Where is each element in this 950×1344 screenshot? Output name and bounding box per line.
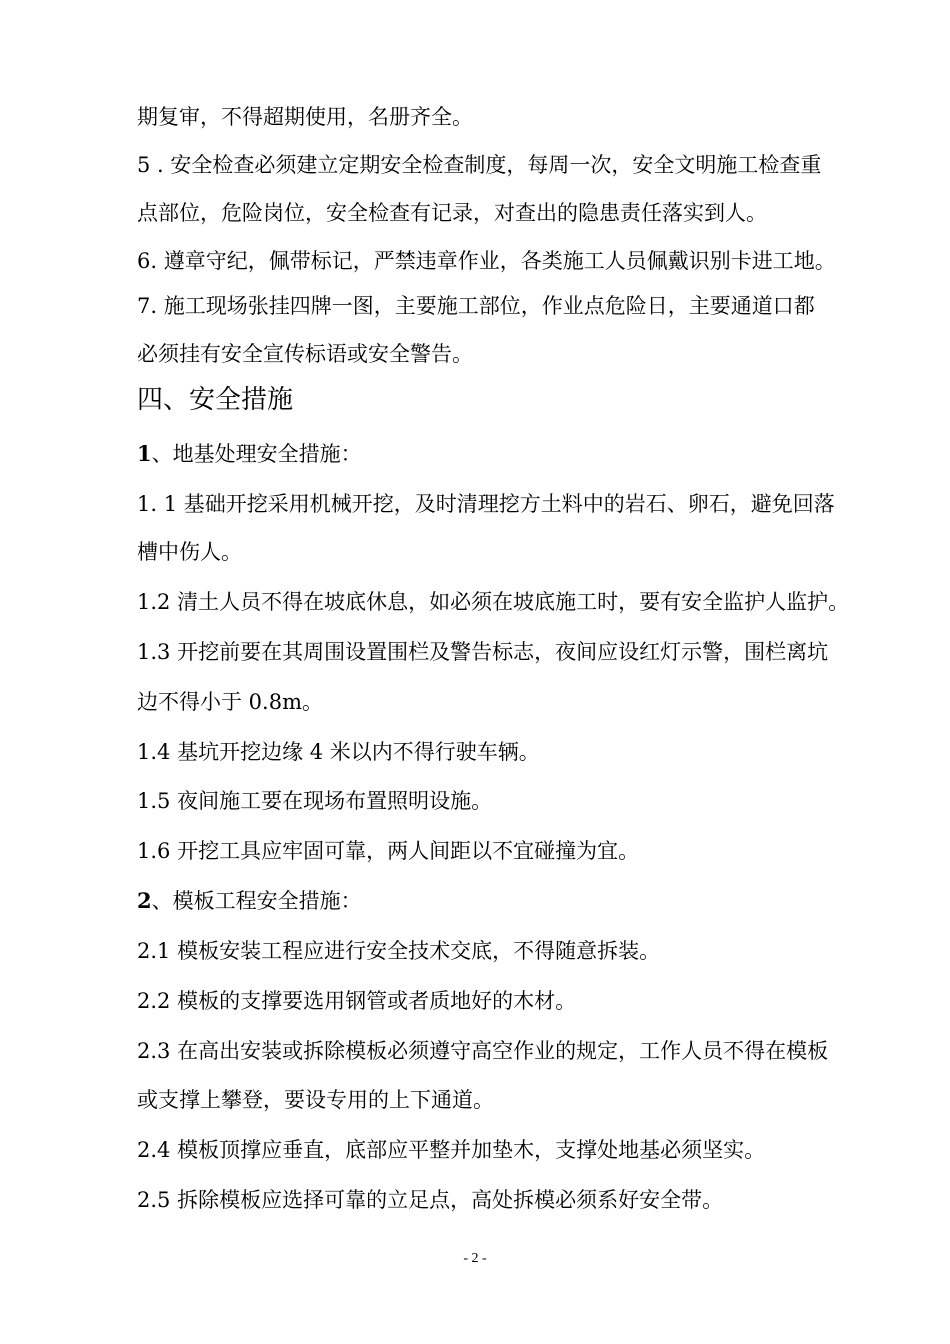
subsection-number: 1	[137, 441, 152, 466]
subsection-number: 2	[137, 888, 152, 913]
paragraph-line: 2.2 模板的支撑要选用钢管或者质地好的木材。	[137, 989, 577, 1013]
page-number: - 2 -	[463, 1251, 487, 1266]
paragraph-line: 2.1 模板安装工程应进行安全技术交底，不得随意拆装。	[137, 939, 661, 963]
paragraph-line: 槽中伤人。	[137, 540, 242, 564]
section-heading: 四、安全措施	[137, 385, 294, 415]
subsection-title: 、地基处理安全措施：	[151, 442, 362, 466]
paragraph-line: 6. 遵章守纪，佩带标记，严禁违章作业，各类施工人员佩戴识别卡进工地。	[137, 249, 836, 273]
paragraph-line: 必须挂有安全宣传标语或安全警告。	[137, 342, 473, 366]
paragraph-line: 5 . 安全检查必须建立定期安全检查制度，每周一次，安全文明施工检查重	[137, 153, 822, 177]
paragraph-line: 1.5 夜间施工要在现场布置照明设施。	[137, 789, 493, 813]
paragraph-line: 1.4 基坑开挖边缘 4 米以内不得行驶车辆。	[137, 740, 540, 764]
paragraph-line: 7. 施工现场张挂四牌一图，主要施工部位，作业点危险日，主要通道口都	[137, 294, 815, 318]
paragraph-line: 或支撑上攀登，要设专用的上下通道。	[137, 1088, 494, 1112]
paragraph-line: 1.3 开挖前要在其周围设置围栏及警告标志，夜间应设红灯示警，围栏离坑	[137, 640, 829, 664]
paragraph-line: 1.6 开挖工具应牢固可靠，两人间距以不宜碰撞为宜。	[137, 839, 640, 863]
subsection-heading	[137, 440, 362, 468]
paragraph-line: 2.4 模板顶撑应垂直，底部应平整并加垫木，支撑处地基必须坚实。	[137, 1138, 766, 1162]
paragraph-line: 点部位，危险岗位，安全检查有记录，对查出的隐患责任落实到人。	[137, 201, 767, 225]
paragraph-line: 1.2 清土人员不得在坡底休息，如必须在坡底施工时，要有安全监护人监护。	[137, 590, 850, 614]
paragraph-line: 1. 1 基础开挖采用机械开挖，及时清理挖方土料中的岩石、卵石，避免回落	[137, 492, 835, 516]
paragraph-line: 2.5 拆除模板应选择可靠的立足点，高处拆模必须系好安全带。	[137, 1188, 724, 1212]
subsection-title: 、模板工程安全措施：	[151, 889, 362, 913]
paragraph-line: 边不得小于 0.8m。	[137, 690, 323, 714]
subsection-heading	[137, 887, 362, 915]
paragraph-line: 2.3 在高出安装或拆除模板必须遵守高空作业的规定，工作人员不得在模板	[137, 1039, 829, 1063]
paragraph-line: 期复审，不得超期使用，名册齐全。	[137, 105, 473, 129]
